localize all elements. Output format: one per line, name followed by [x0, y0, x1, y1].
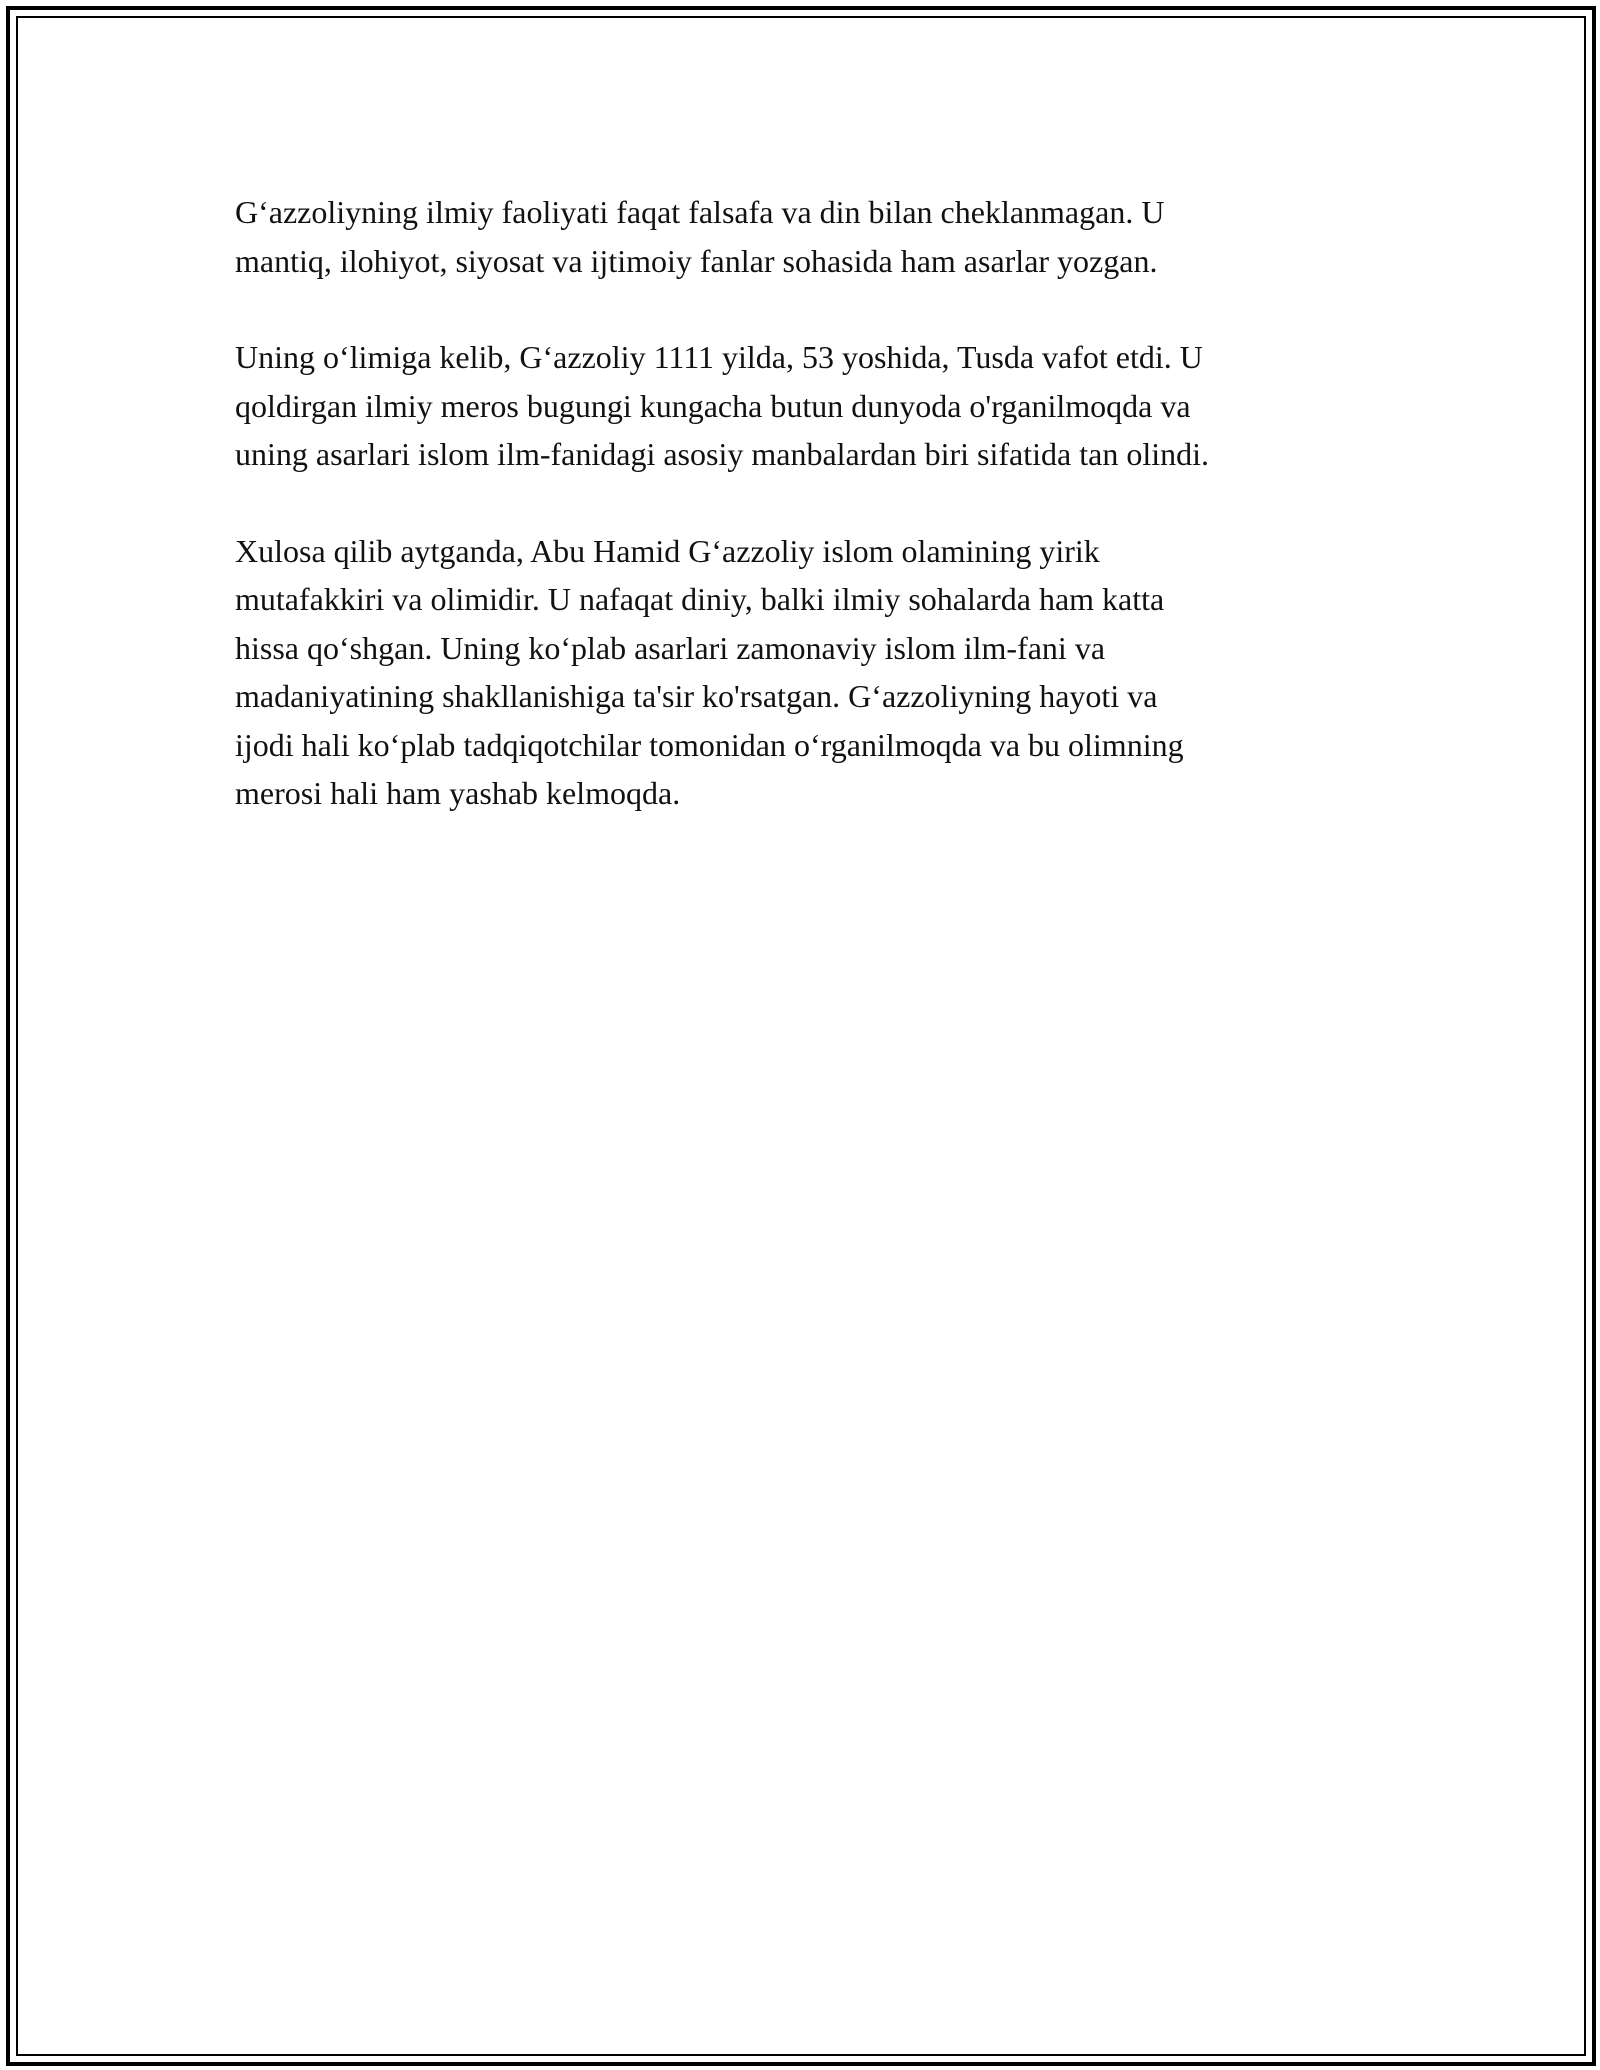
text-line: madaniyatining shakllanishiga ta'sir ko'rsatgan. G‘azzoliyning hayoti va — [235, 678, 1158, 714]
text-line: mutafakkiri va olimidir. U nafaqat diniy, balki ilmiy sohalarda ham katta — [235, 581, 1165, 617]
paragraph-1 — [235, 188, 1365, 285]
text-line: G‘azzoliyning ilmiy faoliyati faqat falsafa va din bilan cheklanmagan. U — [235, 194, 1165, 230]
text-line: Xulosa qilib aytganda, Abu Hamid G‘azzoliy islom olamining yirik — [235, 532, 1100, 569]
text-line: hissa qo‘shgan. Uning ko‘plab asarlari zamonaviy islom ilm-fani va — [235, 629, 1106, 666]
paragraph-3 — [235, 527, 1365, 818]
text-line: Uning o‘limiga kelib, G‘azzoliy 1111 yilda, 53 yoshida, Tusda vafot etdi. U — [235, 339, 1203, 375]
text-line: qoldirgan ilmiy meros bugungi kungacha butun dunyoda o'rganilmoqda va — [235, 387, 1191, 424]
text-line: uning asarlari islom ilm-fanidagi asosiy manbalardan biri sifatida tan olindi. — [235, 436, 1209, 472]
text-line: ijodi hali ko‘plab tadqiqotchilar tomonidan o‘rganilmoqda va bu olimning — [235, 726, 1184, 763]
text-line: mantiq, ilohiyot, siyosat va ijtimoiy fanlar sohasida ham asarlar yozgan. — [235, 242, 1158, 279]
document-body — [235, 188, 1365, 866]
text-line: merosi hali ham yashab kelmoqda. — [235, 775, 681, 811]
paragraph-2 — [235, 333, 1365, 479]
